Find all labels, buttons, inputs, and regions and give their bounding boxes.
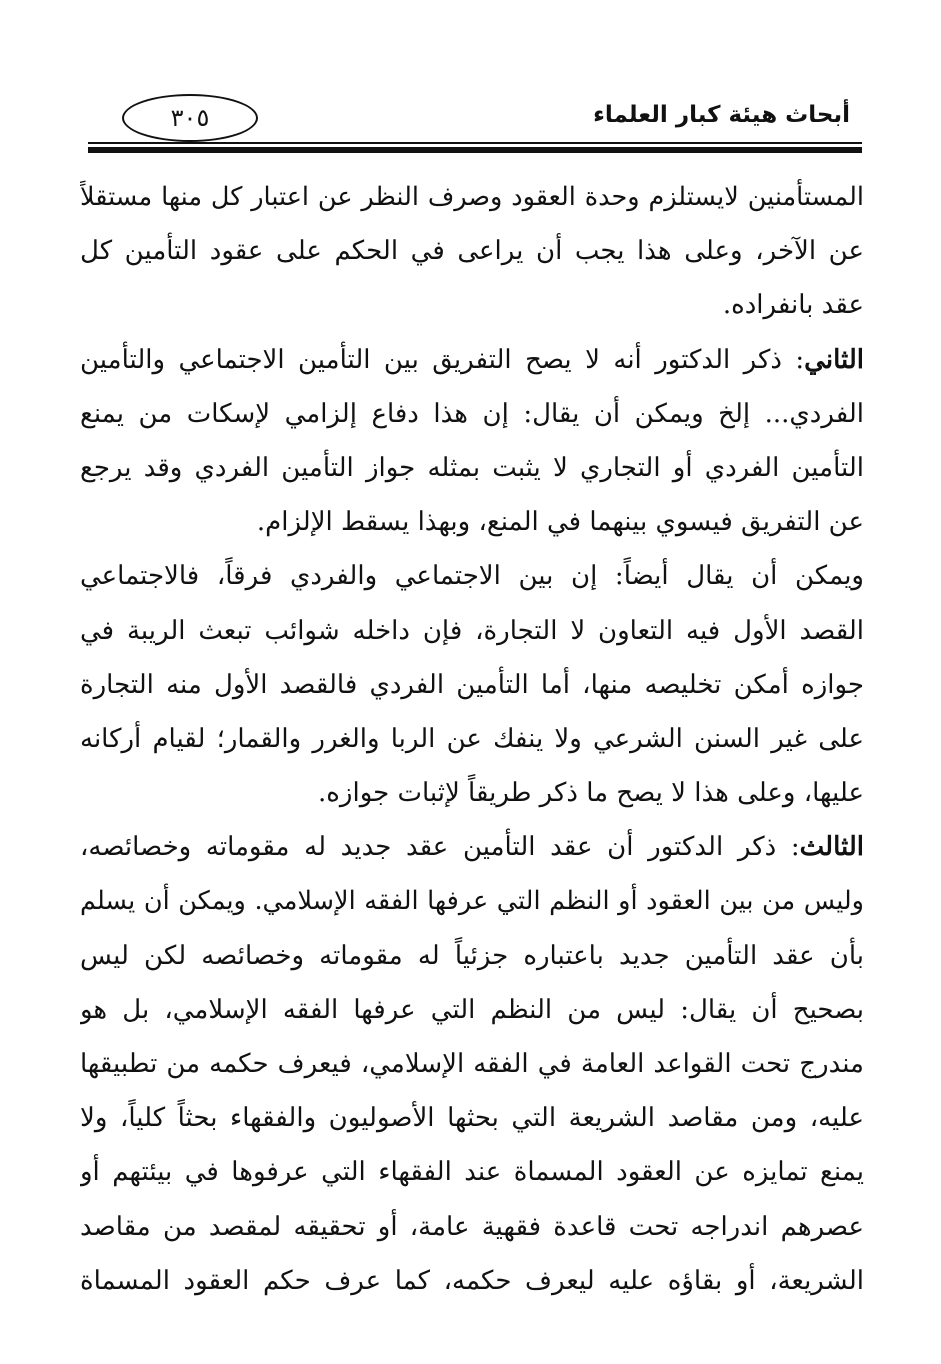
text-line: على غير السنن الشرعي ولا ينفك عن الربا والغرر والقمار؛ لقيام أركانه [80, 723, 864, 754]
text-line: جوازه أمكن تخليصه منها، أما التأمين الفردي فالقصد الأول منه التجارة [80, 669, 864, 700]
text-line: الشريعة، أو بقاؤه عليه ليعرف حكمه، كما عرف حكم العقود المسماة [80, 1265, 864, 1296]
text-line: وليس من بين العقود أو النظم التي عرفها الفقه الإسلامي. ويمكن أن يسلم [80, 886, 864, 917]
text-line-paragraph-end: عليها، وعلى هذا لا يصح ما ذكر طريقاً لإثبات جوازه. [318, 778, 864, 809]
text-line: بأن عقد التأمين جديد باعتباره جزئياً له مقوماته وخصائصه لكن ليس [80, 940, 864, 971]
page-number-oval [122, 94, 258, 142]
text-line: التأمين الفردي أو التجاري لا يثبت بمثله جواز التأمين الفردي وقد يرجع [80, 452, 864, 483]
text-line: عليه، ومن مقاصد الشريعة التي بحثها الأصوليون والفقهاء بحثاً كلياً، ولا [80, 1103, 864, 1134]
text-line-paragraph-end: عقد بانفراده. [722, 290, 864, 321]
paragraph-lead-second: الثاني [804, 344, 864, 375]
header-rule-thick [88, 147, 862, 153]
text-line: مندرج تحت القواعد العامة في الفقه الإسلامي، فيعرف حكمه من تطبيقها [80, 1049, 864, 1079]
text-line-paragraph-start: الثالث: ذكر الدكتور أن عقد التأمين عقد جديد له مقوماته وخصائصه، [80, 832, 864, 863]
text-line-paragraph-start: ويمكن أن يقال أيضاً: إن بين الاجتماعي والفردي فرقاً، فالاجتماعي [80, 561, 864, 592]
text-line: المستأمنين لايستلزم وحدة العقود وصرف النظر عن اعتبار كل منها مستقلاً [80, 182, 864, 212]
body-text [80, 170, 864, 1308]
text-line: بصحيح أن يقال: ليس من النظم التي عرفها الفقه الإسلامي، بل هو [80, 994, 864, 1025]
text-line-paragraph-end: عن التفريق فيسوي بينهما في المنع، وبهذا يسقط الإلزام. [256, 507, 864, 538]
page-header [82, 88, 862, 158]
text-line-paragraph-start: الثاني: ذكر الدكتور أنه لا يصح التفريق بين التأمين الاجتماعي والتأمين [80, 344, 864, 375]
text-line: القصد الأول فيه التعاون لا التجارة، فإن داخله شوائب تبعث الريبة في [80, 615, 864, 646]
paragraph-lead-third: الثالث [799, 832, 864, 863]
text-line: يمنع تمايزه عن العقود المسماة عند الفقهاء التي عرفوها في بيئتهم أو [80, 1157, 864, 1188]
text-line: عن الآخر، وعلى هذا يجب أن يراعى في الحكم على عقود التأمين كل [80, 236, 864, 267]
running-title: أبحاث هيئة كبار العلماء [593, 102, 850, 128]
text-line: عصرهم اندراجه تحت قاعدة فقهية عامة، أو تحقيقه لمقصد من مقاصد [80, 1211, 864, 1242]
page-number: ٣٠٥ [170, 104, 210, 132]
header-rule-thin [88, 142, 862, 144]
text-line: الفردي... إلخ ويمكن أن يقال: إن هذا دفاع إلزامي لإسكات من يمنع [80, 398, 864, 429]
